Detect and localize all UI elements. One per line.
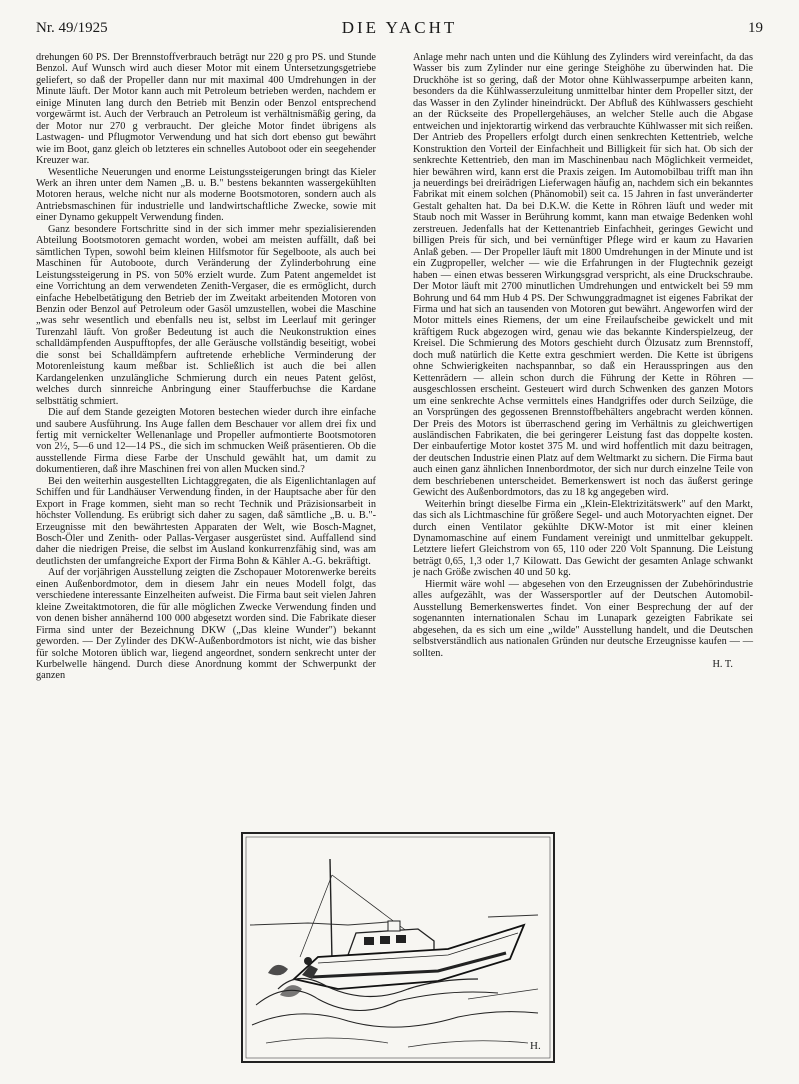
paragraph: drehungen 60 PS. Der Brennstoffverbrauch beträgt nur 220 g pro PS. und Stunde Benzol. Auf Wunsch wird auch dieser Motor mit einem Untersetzungsgetriebe geliefert, so daß der Propeller dann nur mit maximal 400 Umdrehungen in der Minute läuft. Der Motor kann auch mit Petroleum betrieben werden, nachdem er einige Minuten lang durch den Betrieb mit Benzin oder Benzol entsprechend vorgewärmt ist. Auch der Verbrauch an Petroleum ist verhältnismäßig gering, da der Motor nur 270 g verbraucht. Der gleiche Motor findet übrigens als Lastwagen- und Pflugmotor Verwendung und hat sich dort ebenso gut bewährt wie im Boot, ganz gleich ob letzteres ein schnelles Autoboot oder ein seegehender Kreuzer war. [36, 52, 376, 167]
magazine-title: DIE YACHT [341, 18, 458, 37]
paragraph: Die auf dem Stande gezeigten Motoren bestechen wieder durch ihre einfache und saubere Ausführung. Ins Auge fallen dem Beschauer vor allem drei fix und fertig mit vernickelter Wellenanlage und Propeller aufmontierte Bootsmotoren von 2½, 5—6 und 12—14 PS., die sich im schmucken Weiß präsentieren. Ob die ausstellende Firma diese Farbe der Unschuld gewählt hat, um damit zu dokumentieren, daß ihre Maschinen frei von allen Mucken sind.? [36, 407, 376, 476]
issue-number: Nr. 49/1925 [36, 20, 108, 36]
paragraph: Anlage mehr nach unten und die Kühlung des Zylinders wird vereinfacht, da das Wasser bis zum Zylinder nur eine geringe Steighöhe zu überwinden hat. Die Druckhöhe ist so gering, daß der Motor ohne Kühlwasserpumpe arbeiten kann, besonders da die Kühlwasserzuleitung unmittelbar hinter dem Propeller sitzt, der das Wasser in den Zylinder hineindrückt. Der Abfluß des Kühlwassers geschieht an der Rückseite des Propellergehäuses, an welcher Stelle auch die Abgase entweichen und injektorartig wirkend das verbrauchte Kühlwasser mit sich reißen. Der Antrieb des Propellers erfolgt durch einen senkrechten Kettentrieb, welche Konstruktion den Vorteil der Einfachheit und Billigkeit für sich hat. Ob sich der senkrechte Kettentrieb, den man im Maschinenbau nach Möglichkeit vermeidet, hier bewähren wird, kann erst die Praxis zeigen. Im Automobilbau trifft man ihn ja neuerdings bei dreirädrigen Lieferwagen häufig an, nachdem sich ein bekanntes Fabrikat mit einem solchen (Phänomobil) seit ca. 15 Jahren in fast unveränderter Gestalt gehalten hat. Da bei D.K.W. die Kette in Röhren läuft und weder mit Staub noch mit Wasser in Berührung kommt, kann man etwaige Bedenken wohl zerstreuen. Jedenfalls hat der Kettenantrieb Einfachheit, geringes Gewicht und billigen Preis für sich, und bei vernünftiger Pflege wird er kaum zu Havarien Anlaß geben. — Der Propeller läuft mit 1800 Umdrehungen in der Minute und ist ein Zugpropeller, welcher — wie die Erfahrungen in der Flugtechnik gezeigt haben — einen etwas besseren Wirkungsgrad verspricht, als eine Druckschraube. Der Motor läuft mit 2700 minutlichen Umdrehungen und entwickelt bei 59 mm Bohrung und 64 mm Hub 4 PS. Der Schwunggradmagnet ist eigenes Fabrikat der Firma und hat sich an tausenden von Motoren gut bewährt. Angeworfen wird der Motor mittels eines Riemens, der um eine Freilaufscheibe gewickelt und mit kräftigem Ruck abgezogen wird, genau wie das bekannte Kinderspielzeug, der Kreisel. Die Schmierung des Motors geschieht durch Ölzusatz zum Brennstoff, doch muß natürlich die Kette extra geschmiert werden. Die Kette ist übrigens ohne Schwierigkeiten nachspannbar, so daß ein Herausspringen aus den Kettenrädern — allein schon durch die Führung der Kette in Röhren — ausgeschlossen erscheint. Gesteuert wird durch Schwenken des ganzen Motors um eine senkrechte Achse vermittels eines Handgriffes oder durch Seilzüge, die an Vorsprüngen des gegossenen Brennstoffbehälters angebracht werden können. Der Preis des Motors ist überraschend gering im Verhältnis zu gleichwertigen ausländischen Fabrikaten, die bei geringerer Leistung fast das doppelte kosten. Der einbaufertige Motor kostet 375 M. und wird hoffentlich mit dazu beitragen, der deutschen Industrie einen Platz auf dem Weltmarkt zu sichern. Die Firma baut auch einen ganz ähnlichen Innenbordmotor, der sich nur durch einzelne Teile von dem beschriebenen unterscheidet. Bemerkenswert ist noch das äußerst geringe Gewicht des Außenbordmotors, das zu 18 kg angegeben wird. [413, 52, 753, 499]
paragraph: Wesentliche Neuerungen und enorme Leistungssteigerungen bringt das Kieler Werk an ihren unter dem Namen „B. u. B." bestens bekannten wassergekühlten Motoren heraus, welche nicht nur als moderne Bootsmotoren, sondern auch als Antriebsmaschinen für industrielle und landwirtschaftliche Zwecke, sowie mit einer Dynamo gekuppelt Verwendung finden. [36, 166, 376, 224]
paragraph: Ganz besondere Fortschritte sind in der sich immer mehr spezialisierenden Abteilung Bootsmotoren gemacht worden, wobei am meisten auffällt, daß bei sämtlichen Typen, sowohl beim kleinen Hilfsmotor für Segelboote, als auch bei Maschinen für Autoboote, durch Veränderung der Zylinderbohrung eine Leistungssteigerung in PS. von 50% erzielt wurde. Zum Patent angemeldet ist eine Vorrichtung an dem verwendeten Zenith-Vergaser, die es ermöglicht, durch einfache Hebelbetätigung den Betrieb der im Zweitakt arbeitenden Motoren von Benzin oder Benzol auf Petroleum oder Gasöl umzustellen, wobei die Maschine „was sehr wesentlich und ebenfalls neu ist, selbst im Leerlauf mit geringer Turenzahl läuft. Von großer Bedeutung ist auch die Neukonstruktion eines schalldämpfenden Auspufftopfes, der alle Geräusche vollständig beseitigt, wobei die sonst bei Schalldämpfern auftretende erhebliche Verminderung der Motorenleistung kaum meßbar ist. Schließlich ist auch die bei allen Kardangelenken unzulängliche Schmierung durch ein neues Patent gelöst, welches durch sinnreiche Anbringung einer Staufferbuchse die Kardane selbsttätig schmiert. [36, 223, 376, 407]
author-initials: H. T. [712, 659, 733, 671]
paragraph: Hiermit wäre wohl — abgesehen von den Erzeugnissen der Zubehörindustrie alles aufgezählt, was der Wassersportler auf der Deutschen Automobil-Ausstellung Bemerkenswertes findet. Von einer Besprechung der auf der sogenannten internationalen Schau im Lunapark gezeigten Fabrikate sei abgesehen, da es sich um eine „wilde" Ausstellung handelt, und die Deutschen selbstverständlich aus nationalen Gründen nur deutsche Erzeugnisse kaufen — — sollten. [413, 578, 753, 659]
artist-monogram: H. [530, 1040, 541, 1052]
motorboat-illustration [238, 829, 558, 1066]
paragraph: Auf der vorjährigen Ausstellung zeigten die Zschopauer Motorenwerke bereits einen Außenbordmotor, dem in diesem Jahr ein neues Modell folgt, das verschiedene interessante Einzelheiten aufweist. Die Firma baut seit vielen Jahren kleine Zweitaktmotoren, die für alle möglichen Zwecke Verwendung finden und von denen bisher annähernd 100 000 abgesetzt worden sind. Die Fabrikate dieser Firma sind unter der Bezeichnung DKW („Das kleine Wunder") bekannt geworden. — Der Zylinder des DKW-Außenbordmotors ist nicht, wie das bisher für solche Motoren üblich war, liegend angeordnet, sondern senkrecht unter der Kurbelwelle hängend. Durch diese Anordnung kommt der Schwerpunkt der ganzen [36, 567, 376, 682]
paragraph: Weiterhin bringt dieselbe Firma ein „Klein-Elektrizitätswerk" auf den Markt, das sich als Lichtmaschine für größere Segel- und auch Motoryachten eignet. Der durch einen Ventilator gekühlte DKW-Motor ist mit einer kleinen Dynamomaschine auf einem Fundament vereinigt und unmittelbar gekuppelt. Letztere liefert Gleichstrom von 65, 110 oder 220 Volt Spannung. Die Leistung beträgt 0,65, 1,3 oder 1,7 Kilowatt. Das Gewicht der gesamten Anlage schwankt je nach Größe zwischen 40 und 50 kg. [413, 498, 753, 579]
left-column [36, 52, 376, 682]
page-header [36, 18, 763, 40]
motorboat-drawing [238, 829, 558, 1066]
article-signature [413, 659, 753, 670]
right-column [413, 52, 753, 670]
page-number: 19 [748, 20, 763, 36]
paragraph: Bei den weiterhin ausgestellten Lichtaggregaten, die als Eigenlichtanlagen auf Schiffen und für Landhäuser Verwendung finden, in der Hauptsache aber für den Export in Frage kommen, sieht man so recht Technik und Präzisionsarbeit in höchster Vollendung. Es erübrigt sich daher zu sagen, daß sämtliche „B. u. B."-Erzeugnisse mit den bewährtesten Apparaten der Welt, wie Bosch-Magnet, Bosch-Öler und Zenith- oder Pallas-Vergaser ausgerüstet sind. Auffallend sind daher die niedrigen Preise, die selbst im Ausland konkurrenzfähig sind, was am deutlichsten der umfangreiche Export der Firma Bohn & Kähler A.-G. bekräftigt. [36, 475, 376, 567]
